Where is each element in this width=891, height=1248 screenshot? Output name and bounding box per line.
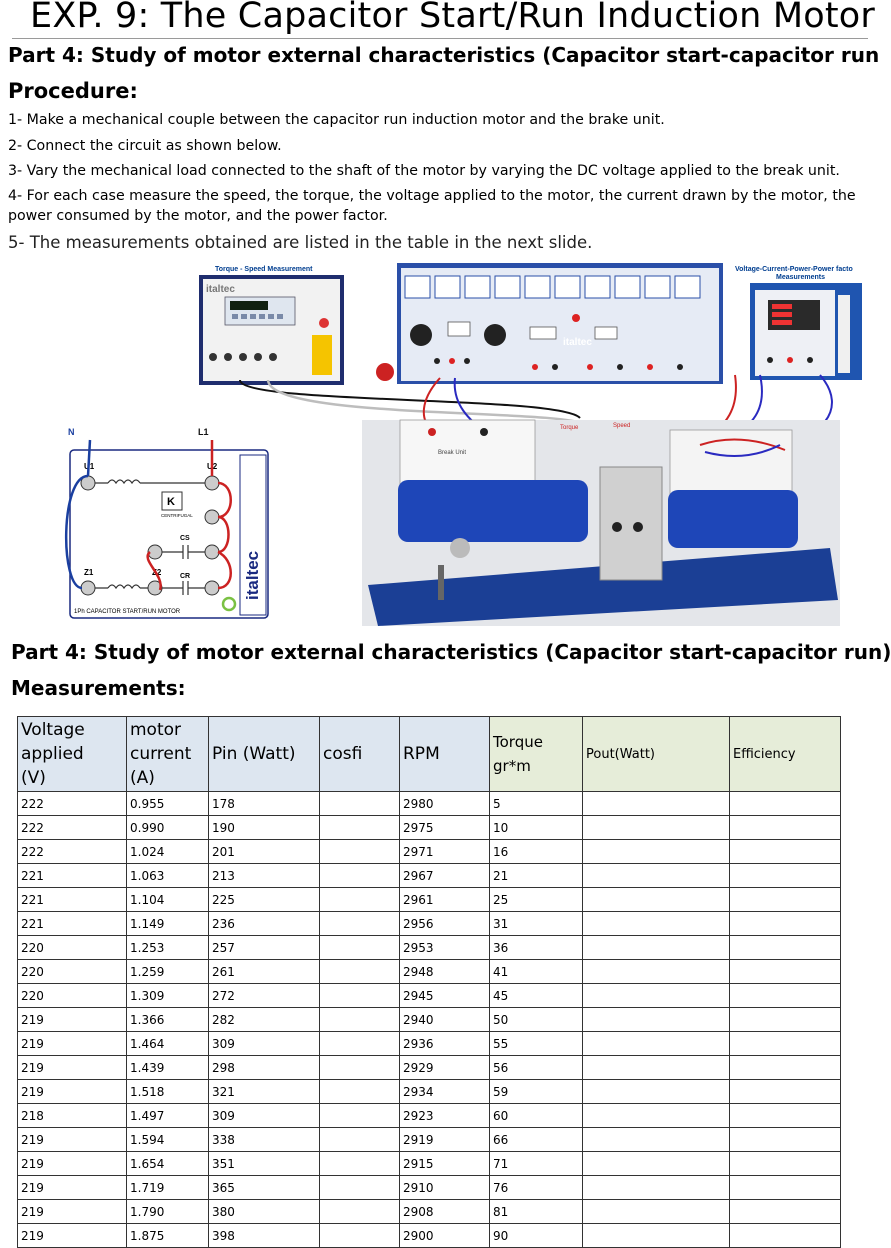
efficiency-cell [730,1032,841,1056]
torque-cell: 45 [490,984,583,1008]
rpm-cell: 2923 [400,1104,490,1128]
table-row [18,1008,841,1032]
current-cell: 1.104 [127,888,209,912]
procedure-heading: Procedure: [8,79,138,103]
circuit-label-l1: L1 [198,427,209,437]
voltage-cell: 221 [18,912,127,936]
pin-cell: 257 [209,936,320,960]
efficiency-cell [730,1176,841,1200]
pout-cell [583,1128,730,1152]
pout-cell [583,1008,730,1032]
voltage-cell: 219 [18,1032,127,1056]
table-row [18,1128,841,1152]
pout-cell [583,888,730,912]
pin-cell: 338 [209,1128,320,1152]
pin-cell: 321 [209,1080,320,1104]
torque-cell: 25 [490,888,583,912]
pout-cell [583,936,730,960]
efficiency-cell [730,1152,841,1176]
cosfi-cell [320,1152,400,1176]
current-cell: 1.875 [127,1224,209,1248]
pin-cell: 282 [209,1008,320,1032]
efficiency-cell [730,936,841,960]
motor-bench-photo [362,420,840,626]
cosfi-cell [320,984,400,1008]
torque-cell: 16 [490,840,583,864]
rpm-cell: 2910 [400,1176,490,1200]
cosfi-cell [320,1104,400,1128]
current-cell: 1.464 [127,1032,209,1056]
voltage-cell: 222 [18,816,127,840]
voltage-cell: 218 [18,1104,127,1128]
pout-cell [583,1032,730,1056]
measurements-heading: Measurements: [11,676,186,700]
circuit-label-cr: CR [180,573,191,580]
rpm-cell: 2953 [400,936,490,960]
efficiency-cell [730,1200,841,1224]
table-row [18,960,841,984]
rpm-cell: 2971 [400,840,490,864]
pout-cell [583,1200,730,1224]
pout-cell [583,1080,730,1104]
table-row [18,1080,841,1104]
column-header-pin: Pin (Watt) [209,717,320,792]
supply-panel [397,263,723,384]
rpm-cell: 2919 [400,1128,490,1152]
pin-cell: 309 [209,1104,320,1128]
cosfi-cell [320,792,400,816]
table-row [18,1224,841,1248]
pout-cell [583,864,730,888]
torque-cell: 59 [490,1080,583,1104]
voltage-cell: 219 [18,1224,127,1248]
efficiency-cell [730,960,841,984]
brand-logo: italtec [243,550,262,600]
table-header-row [18,717,841,792]
voltage-cell: 219 [18,1008,127,1032]
wire [268,380,587,425]
rpm-cell: 2948 [400,960,490,984]
circuit-diagram [68,427,209,437]
column-header-efficiency: Efficiency [730,717,841,792]
torque-cell: 5 [490,792,583,816]
brand-logo: italtec [206,284,235,295]
efficiency-cell [730,1056,841,1080]
circuit-label-z2: Z2 [152,568,162,577]
pout-cell [583,912,730,936]
rpm-cell: 2980 [400,792,490,816]
rpm-cell: 2915 [400,1152,490,1176]
efficiency-cell [730,792,841,816]
cosfi-cell [320,888,400,912]
pin-cell: 261 [209,960,320,984]
table-row [18,1056,841,1080]
table-row [18,1032,841,1056]
voltage-cell: 221 [18,888,127,912]
torque-cell: 36 [490,936,583,960]
pin-cell: 236 [209,912,320,936]
voltage-cell: 222 [18,840,127,864]
cosfi-cell [320,816,400,840]
pout-cell [583,1056,730,1080]
brake-unit-label: Break Unit [438,450,467,456]
rpm-cell: 2934 [400,1080,490,1104]
efficiency-cell [730,1224,841,1248]
cosfi-cell [320,1128,400,1152]
setup-figure [68,262,870,632]
current-cell: 1.063 [127,864,209,888]
rpm-cell: 2956 [400,912,490,936]
column-header-current: motor current (A) [127,717,209,792]
rpm-cell: 2967 [400,864,490,888]
torque-cell: 10 [490,816,583,840]
circuit-label-centrifugal: CENTRIFUGAL [161,513,193,518]
efficiency-cell [730,1128,841,1152]
table-row [18,1104,841,1128]
pin-cell: 298 [209,1056,320,1080]
cosfi-cell [320,912,400,936]
emergency-stop-icon [376,363,394,381]
efficiency-cell [730,1080,841,1104]
table-row [18,864,841,888]
cosfi-cell [320,1176,400,1200]
rpm-cell: 2900 [400,1224,490,1248]
pin-cell: 309 [209,1032,320,1056]
current-cell: 1.719 [127,1176,209,1200]
cosfi-cell [320,864,400,888]
efficiency-cell [730,840,841,864]
circuit-label-k: K [167,496,175,508]
voltage-cell: 219 [18,1176,127,1200]
circuit-label-u1: U1 [84,462,95,471]
torque-cell: 55 [490,1032,583,1056]
measurements-table [17,716,841,1248]
pin-cell: 351 [209,1152,320,1176]
circuit-label-n: N [68,427,75,437]
circuit-box [66,440,268,618]
current-cell: 1.309 [127,984,209,1008]
current-cell: 1.594 [127,1128,209,1152]
table-row [18,1176,841,1200]
pout-cell [583,1176,730,1200]
voltage-cell: 220 [18,984,127,1008]
pout-cell [583,816,730,840]
pout-cell [583,1224,730,1248]
pin-cell: 213 [209,864,320,888]
cosfi-cell [320,1224,400,1248]
current-cell: 1.497 [127,1104,209,1128]
voltage-cell: 219 [18,1152,127,1176]
pin-cell: 190 [209,816,320,840]
table-row [18,792,841,816]
table-row [18,1200,841,1224]
cosfi-cell [320,960,400,984]
circuit-label-z1: Z1 [84,568,94,577]
efficiency-cell [730,984,841,1008]
circuit-label-u2: U2 [207,462,218,471]
torque-cell: 81 [490,1200,583,1224]
pin-cell: 398 [209,1224,320,1248]
column-header-rpm: RPM [400,717,490,792]
voltage-cell: 219 [18,1080,127,1104]
cosfi-cell [320,936,400,960]
pin-cell: 201 [209,840,320,864]
efficiency-cell [730,864,841,888]
torque-cell: 56 [490,1056,583,1080]
cosfi-cell [320,1080,400,1104]
table-row [18,816,841,840]
table-row [18,912,841,936]
column-header-voltage: Voltage applied (V) [18,717,127,792]
pout-cell [583,984,730,1008]
current-cell: 1.253 [127,936,209,960]
efficiency-cell [730,912,841,936]
torque-cell: 66 [490,1128,583,1152]
torque-cell: 21 [490,864,583,888]
rpm-cell: 2929 [400,1056,490,1080]
pout-cell [583,840,730,864]
current-cell: 0.955 [127,792,209,816]
voltage-cell: 219 [18,1056,127,1080]
pin-cell: 178 [209,792,320,816]
torque-cell: 31 [490,912,583,936]
torque-cell: 60 [490,1104,583,1128]
current-cell: 1.259 [127,960,209,984]
current-cell: 0.990 [127,816,209,840]
table-body [18,792,841,1248]
pout-cell [583,960,730,984]
rpm-cell: 2961 [400,888,490,912]
pin-cell: 272 [209,984,320,1008]
current-cell: 1.366 [127,1008,209,1032]
rpm-cell: 2940 [400,1008,490,1032]
part-heading: Part 4: Study of motor external characteristics (Capacitor start-capacitor run [8,43,880,67]
column-header-cosfi: cosfi [320,717,400,792]
current-cell: 1.024 [127,840,209,864]
rpm-cell: 2945 [400,984,490,1008]
page-title: EXP. 9: The Capacitor Start/Run Induction Motor [30,0,875,36]
torque-cell: 90 [490,1224,583,1248]
rpm-cell: 2936 [400,1032,490,1056]
brand-logo: italtec [563,337,592,348]
current-cell: 1.439 [127,1056,209,1080]
efficiency-cell [730,888,841,912]
speed-label: Speed [613,423,631,429]
circuit-caption: 1Ph CAPACITOR START/RUN MOTOR [74,609,181,615]
procedure-step: 5- The measurements obtained are listed in the table in the next slide. [8,233,593,252]
efficiency-cell [730,1104,841,1128]
power-meter-label: Measurements [776,274,826,281]
efficiency-cell [730,1008,841,1032]
torque-cell: 41 [490,960,583,984]
pin-cell: 225 [209,888,320,912]
current-cell: 1.790 [127,1200,209,1224]
rpm-cell: 2908 [400,1200,490,1224]
efficiency-cell [730,816,841,840]
torque-label: Torque [560,425,579,431]
procedure-step: 4- For each case measure the speed, the torque, the voltage applied to the motor, the current drawn by the motor, the power consumed by the motor, and the power factor. [8,188,856,224]
current-cell: 1.149 [127,912,209,936]
torque-cell: 76 [490,1176,583,1200]
cosfi-cell [320,1032,400,1056]
rpm-cell: 2975 [400,816,490,840]
cosfi-cell [320,840,400,864]
procedure-step: 1- Make a mechanical couple between the capacitor run induction motor and the brake unit. [8,112,665,128]
torque-speed-meter-panel [199,275,344,385]
power-meter-panel [750,283,862,380]
voltage-cell: 222 [18,792,127,816]
table-row [18,936,841,960]
procedure-step: 3- Vary the mechanical load connected to the shaft of the motor by varying the DC voltage applied to the break unit. [8,163,840,179]
cosfi-cell [320,1056,400,1080]
voltage-cell: 220 [18,960,127,984]
pout-cell [583,792,730,816]
pout-cell [583,1152,730,1176]
column-header-torque: Torque gr*m [490,717,583,792]
torque-cell: 50 [490,1008,583,1032]
circuit-label-cs: CS [180,535,190,542]
cosfi-cell [320,1200,400,1224]
procedure-step: 2- Connect the circuit as shown below. [8,138,282,154]
voltage-cell: 219 [18,1200,127,1224]
pin-cell: 365 [209,1176,320,1200]
voltage-cell: 221 [18,864,127,888]
table-row [18,984,841,1008]
table-row [18,840,841,864]
voltage-cell: 220 [18,936,127,960]
current-cell: 1.518 [127,1080,209,1104]
wire [240,380,580,418]
cosfi-cell [320,1008,400,1032]
table-row [18,888,841,912]
title-divider [12,38,868,39]
table-row [18,1152,841,1176]
current-cell: 1.654 [127,1152,209,1176]
column-header-pout: Pout(Watt) [583,717,730,792]
part-heading: Part 4: Study of motor external characteristics (Capacitor start-capacitor run) [11,640,891,664]
pout-cell [583,1104,730,1128]
voltage-cell: 219 [18,1128,127,1152]
torque-speed-label: Torque - Speed Measurement [215,266,313,273]
pin-cell: 380 [209,1200,320,1224]
torque-cell: 71 [490,1152,583,1176]
power-meter-label: Voltage-Current-Power-Power facto [735,266,853,273]
